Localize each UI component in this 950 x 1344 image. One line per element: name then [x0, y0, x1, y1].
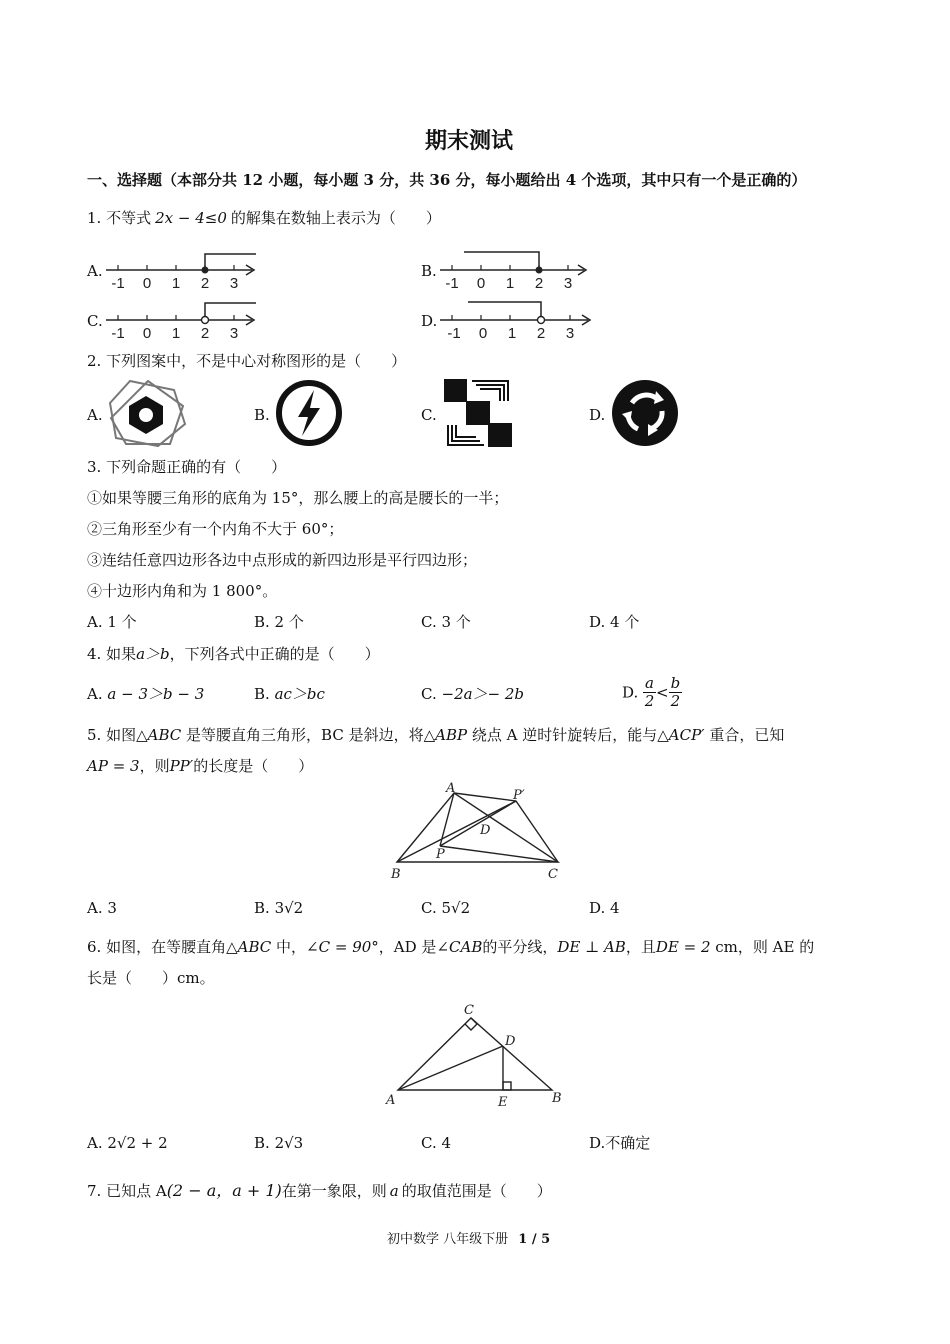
q1-option-c-label: C. — [87, 312, 103, 330]
q5-option-c: C. 5√2 — [421, 899, 471, 917]
tick-label: 1 — [507, 325, 517, 342]
tick-label: 3 — [565, 325, 575, 342]
tick-label: 1 — [505, 275, 515, 292]
q1-option-b-label: B. — [421, 262, 437, 280]
q5-triangle-figure — [388, 780, 568, 885]
tick-label: -1 — [111, 275, 125, 292]
q3-option-d: D. 4 个 — [589, 613, 640, 631]
tick-label: 0 — [142, 325, 152, 342]
fig-label-p-prime: P′ — [513, 788, 525, 803]
q2-option-b-label: B. — [254, 406, 270, 424]
q2-option-c-label: C. — [421, 406, 437, 424]
q3-option-c: C. 3 个 — [421, 613, 471, 631]
q1-expression: 2x − 4≤0 — [155, 209, 227, 227]
less-than: < — [656, 683, 669, 702]
fig-label-c: C — [548, 867, 558, 882]
q3-statement-4: ④十边形内角和为 1 800°。 — [87, 582, 278, 600]
q1-number-line-b — [438, 248, 598, 293]
q2-option-a-label: A. — [87, 406, 103, 424]
question-3: 3. 下列命题正确的有（ ） — [87, 458, 287, 476]
tick-label: 0 — [478, 325, 488, 342]
q4-condition: a＞b — [136, 645, 170, 663]
fraction: $\frac{a}{2}$ — [644, 674, 655, 710]
q1-option-a-label: A. — [87, 262, 103, 280]
q6-triangle-figure — [383, 1000, 568, 1110]
open-dot-icon — [538, 317, 545, 324]
tick-label: 2 — [534, 275, 544, 292]
q4-option-c — [421, 684, 524, 704]
tick-label: 0 — [476, 275, 486, 292]
q5-option-b: B. 3√2 — [254, 899, 304, 917]
fig-label-p: P — [436, 847, 445, 862]
footer — [387, 1228, 550, 1247]
page-number: 1 / 5 — [518, 1232, 551, 1247]
q6-option-c: C. 4 — [421, 1134, 452, 1152]
q3-statement-1: ①如果等腰三角形的底角为 15°，那么腰上的高是腰长的一半； — [87, 489, 509, 507]
open-dot-icon — [202, 317, 209, 324]
closed-dot-icon — [202, 267, 209, 274]
tick-label: 3 — [229, 325, 239, 342]
closed-dot-icon — [536, 267, 543, 274]
tick-label: 2 — [200, 275, 210, 292]
fraction: $\frac{b}{2}$ — [670, 674, 681, 710]
q2-option-d-label: D. — [589, 406, 606, 424]
fig-label-a: A — [446, 781, 456, 796]
tick-label: 2 — [536, 325, 546, 342]
q1-suffix: 的解集在数轴上表示为（ ） — [230, 209, 441, 227]
q4-option-d-label: D. — [622, 683, 639, 702]
q6-option-b: B. 2√3 — [254, 1134, 304, 1152]
question-6-line-1: 6. 如图，在等腰直角△ABC 中，∠C = 90°，AD 是∠CAB的平分线，DE ⊥ AB，且DE = 2 cm，则 AE 的 — [87, 938, 815, 956]
q5-option-a: A. 3 — [87, 899, 117, 917]
question-5-line-2: AP = 3，则PP′的长度是（ ） — [87, 757, 314, 775]
fig-label-b: B — [552, 1091, 562, 1106]
q4-option-c-expr: −2a＞− 2b — [441, 685, 525, 703]
section-heading: 一、选择题（本部分共 12 小题，每小题 3 分，共 36 分，每小题给出 4 个选项，其中只有一个是正确的） — [87, 171, 807, 189]
q3-statement-2: ②三角形至少有一个内角不大于 60°； — [87, 520, 344, 538]
tick-label: 3 — [563, 275, 573, 292]
question-6-line-2: 长是（ ）cm。 — [87, 969, 215, 987]
question-1 — [87, 208, 441, 228]
q7-point: (2 − a，a + 1) — [166, 1181, 282, 1200]
question-5-line-1: 5. 如图△ABC 是等腰直角三角形，BC 是斜边，将△ABP 绕点 A 逆时针旋转后，能与△ACP′ 重合，已知 — [87, 726, 785, 744]
fig-label-c: C — [464, 1003, 474, 1018]
tick-label: -1 — [445, 275, 459, 292]
q4-option-a-expr: a − 3＞b − 3 — [107, 685, 205, 703]
q2-figure-lightning-icon — [274, 378, 344, 448]
q1-prefix: 1. 不等式 — [87, 209, 152, 227]
q3-option-a: A. 1 个 — [87, 613, 137, 631]
q2-figure-hex-nut-icon — [108, 378, 188, 450]
tick-label: 0 — [142, 275, 152, 292]
q4-option-a-label: A. — [87, 685, 103, 703]
q4-option-b — [254, 684, 325, 704]
q4-option-b-label: B. — [254, 685, 270, 703]
page-title: 期末测试 — [425, 128, 514, 154]
q2-figure-recycle-icon — [610, 378, 680, 448]
tick-label: -1 — [111, 325, 125, 342]
q1-option-d-label: D. — [421, 312, 438, 330]
q3-option-b: B. 2 个 — [254, 613, 304, 631]
q4-option-d — [622, 675, 682, 710]
q2-figure-stacked-squares-icon — [442, 377, 514, 449]
fig-label-d: D — [505, 1034, 516, 1049]
tick-label: 2 — [200, 325, 210, 342]
footer-text: 初中数学 八年级下册 — [387, 1232, 509, 1247]
q4-prefix: 4. 如果 — [87, 645, 137, 663]
q1-number-line-c — [104, 298, 264, 343]
fig-label-b: B — [391, 867, 401, 882]
q1-number-line-d — [438, 298, 598, 343]
q4-option-c-label: C. — [421, 685, 437, 703]
q5-option-d: D. 4 — [589, 899, 620, 917]
question-2: 2. 下列图案中，不是中心对称图形的是（ ） — [87, 352, 407, 370]
question-7: 7. 已知点 A(2 − a，a + 1)在第一象限，则 a 的取值范围是（ ） — [87, 1181, 552, 1200]
q6-option-a: A. 2√2 + 2 — [87, 1134, 168, 1152]
tick-label: 1 — [171, 275, 181, 292]
fig-label-e: E — [498, 1095, 508, 1110]
q4-option-a — [87, 684, 204, 704]
q6-option-d: D.不确定 — [589, 1134, 651, 1152]
fig-label-d: D — [480, 823, 491, 838]
q4-suffix: ，下列各式中正确的是（ ） — [169, 645, 380, 663]
question-4 — [87, 644, 380, 664]
tick-label: 1 — [171, 325, 181, 342]
tick-label: 3 — [229, 275, 239, 292]
q3-statement-3: ③连结任意四边形各边中点形成的新四边形是平行四边形； — [87, 551, 478, 569]
q1-number-line-a — [104, 248, 264, 293]
fig-label-a: A — [386, 1093, 396, 1108]
tick-label: -1 — [447, 325, 461, 342]
q4-option-b-expr: ac＞bc — [274, 685, 325, 703]
